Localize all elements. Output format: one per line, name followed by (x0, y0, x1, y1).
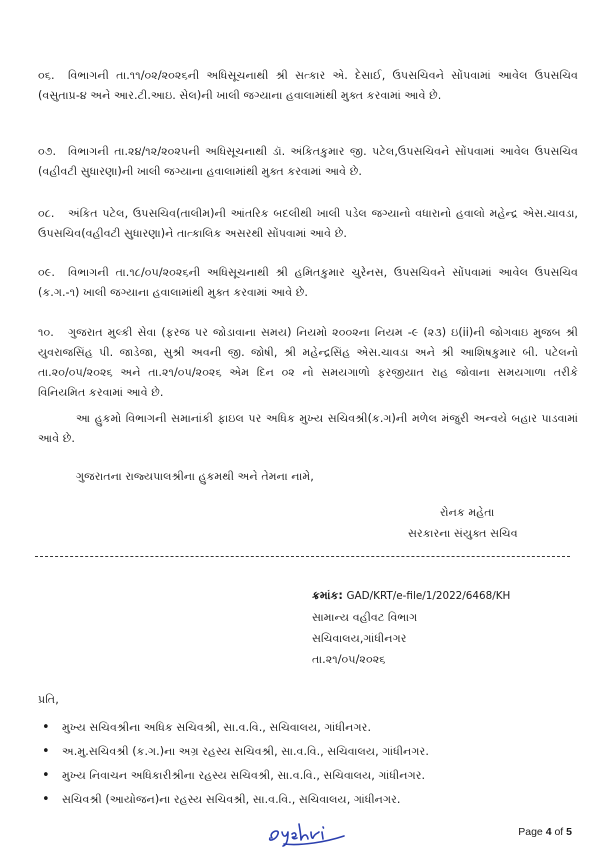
reference-number: GAD/KRT/e-file/1/2022/6468/KH (346, 590, 511, 602)
signatory-title: સરકારના સંયુક્ત સચિવ (408, 527, 518, 540)
issue-date: તા.૨૧/૦૫/૨૦૨૬ (312, 653, 386, 666)
signatory-name: રોનક મહેતા (440, 506, 495, 519)
handwritten-initials-icon (266, 818, 356, 848)
paragraph-text: વિભાગની તા.૨૪/૧૨/૨૦૨૫ની અધિસૂચનાથી ડૉ. અંકિતકુમાર જી. પટેલ,ઉપસચિવને સોંપવામાં આવેલ ઉપસચિવ (વહીવટી સુધારણા)ની ખાલી જગ્યાના હવાલામાંથી મુક્ત કરવામાં આવે છે. (38, 145, 578, 178)
reference-line (312, 585, 510, 607)
paragraph-number: ૦૮. (38, 207, 55, 220)
paragraph-text: વિભાગની તા.૧૧/૦૨/૨૦૨૬ની અધિસૂચનાથી શ્રી સત્કાર એ. દેસાઈ, ઉપસચિવને સોંપવામાં આવેલ ઉપસચિવ (વસુતાપ્ર-૪ અને આર.ટી.આઇ. સેલ)ની ખાલી જગ્યાના હવાલામાંથી મુક્ત કરવામાં આવે છે. (38, 69, 578, 102)
bullet-icon: • (42, 720, 50, 735)
closing-line: ગુજરાતના રાજ્યપાલશ્રીના હુકમથી અને તેમના નામે, (76, 470, 314, 483)
paragraph-number: ૦૭. (38, 145, 57, 158)
list-item: • સચિવશ્રી (આયોજન)ના રહસ્ય સચિવશ્રી, સા.વ.વિ., સચિવાલય, ગાંધીનગર. (40, 788, 429, 812)
bullet-icon: • (42, 744, 50, 759)
list-item: • મુખ્ય સચિવશ્રીના અધિક સચિવશ્રી, સા.વ.વિ., સચિવાલય, ગાંધીનગર. (40, 716, 429, 740)
page-number: Page 4 of 5 (518, 826, 572, 838)
list-item: • મુખ્ય નિવાચન અધિકારીશ્રીના રહસ્ય સચિવશ્રી, સા.વ.વિ., સચિવાલય, ગાંધીનગર. (40, 764, 429, 788)
office-address: સચિવાલય,ગાંધીનગર (312, 632, 407, 645)
bullet-icon: • (42, 792, 50, 807)
paragraph-text: ગુજરાત મુલ્કી સેવા (ફરજ પર જોડાવાના સમય) નિયમો ૨૦૦૨ના નિયમ -૯ (૨૩) ઇ(ii)ની જોગવાઇ મુજબ શ્રી યુવરાજસિંહ પી. જાડેજા, સુશ્રી અવની જી. જોષી, શ્રી મહેન્દ્રસિંહ એસ.ચાવડા અને શ્રી આશિષકુમાર બી. પટેલનો તા.૨૦/૦૫/૨૦૨૬ અને તા.૨૧/૦૫/૨૦૨૬ એમ દિન ૦૨ નો સમયગાળો ફરજીયાત રાહ જોવાના સમયગાળા તરીકે વિનિયમિત કરવામાં આવે છે. (38, 326, 578, 399)
reference-block (312, 585, 510, 670)
recipients-list (40, 716, 429, 812)
paragraph-09 (38, 263, 578, 303)
dashed-divider (35, 556, 570, 557)
paragraph-number: ૧૦. (38, 326, 54, 339)
paragraph-number: ૦૬. (38, 69, 55, 82)
paragraph-06 (38, 66, 578, 106)
paragraph-07 (38, 142, 578, 182)
paragraph-10 (38, 323, 578, 403)
list-item: • અ.મુ.સચિવશ્રી (ક.ગ.)ના અગ્ર રહસ્ય સચિવશ્રી, સા.વ.વિ., સચિવાલય, ગાંધીનગર. (40, 740, 429, 764)
department-name: સામાન્ય વહીવટ વિભાગ (312, 611, 418, 624)
paragraph-number: ૦૯. (38, 266, 55, 279)
recipients-heading: પ્રતિ, (38, 693, 59, 706)
paragraph-text: વિભાગની તા.૧૮/૦૫/૨૦૨૬ની અધિસૂચનાથી શ્રી હમિતકુમાર ચુરેનસ, ઉપસચિવને સોંપવામાં આવેલ ઉપસચિવ (ક.ગ.-૧) ખાલી જગ્યાના હવાલામાંથી મુક્ત કરવામાં આવે છે. (38, 266, 578, 299)
bullet-icon: • (42, 768, 50, 783)
paragraph-text: અંકિત પટેલ, ઉપસચિવ(તાલીમ)ની આંતરિક બદલીથી ખાલી પડેલ જગ્યાનો વધારાનો હવાલો મહેન્દ્ર એસ.ચાવડા, ઉપસચિવ(વહીવટી સુધારણા)ને તાત્કાલિક અસરથી સોંપવામાં આવે છે. (38, 207, 578, 240)
reference-label: ક્રમાંક: (312, 589, 343, 602)
paragraph-08 (38, 204, 578, 244)
approval-paragraph: આ હુકમો વિભાગની સમાનાંકી ફાઇલ પર અધિક મુખ્ય સચિવશ્રી(ક.ગ)ની મળેલ મંજુરી અન્વયે બહાર પાડવામાં આવે છે. (38, 412, 578, 445)
